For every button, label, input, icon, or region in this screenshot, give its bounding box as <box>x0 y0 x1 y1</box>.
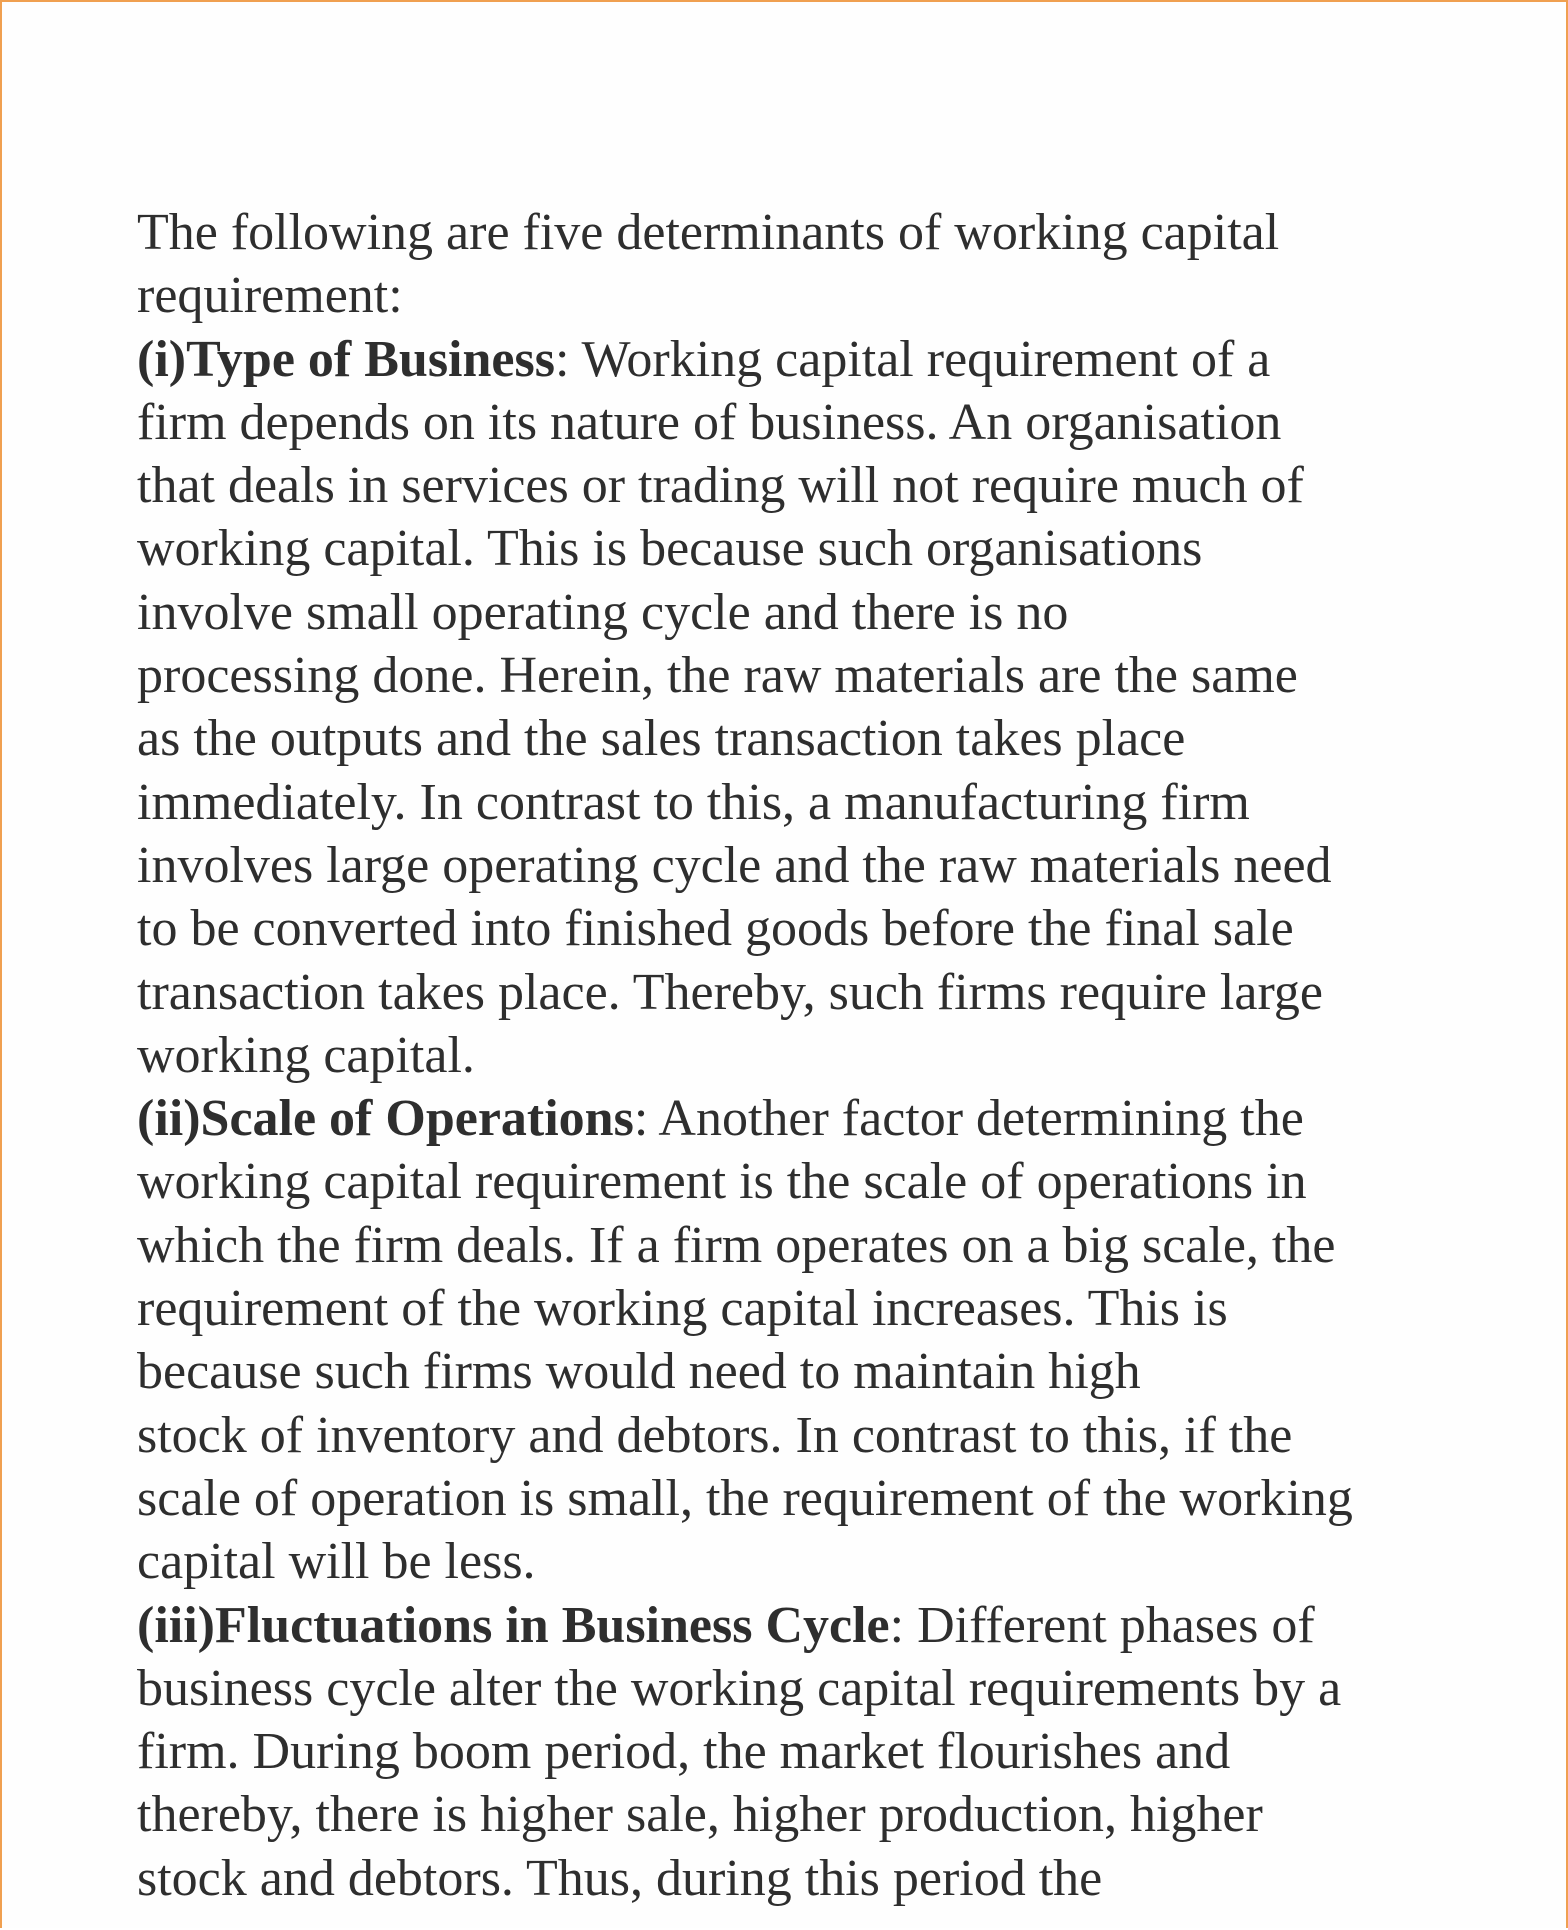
line-text: which the firm deals. If a firm operates on a big scale, the <box>137 1216 1336 1274</box>
text-line <box>137 264 1353 327</box>
text-line <box>137 1277 1353 1340</box>
line-text: involve small operating cycle and there is no <box>137 583 1069 641</box>
text-line <box>137 1847 1353 1910</box>
text-line <box>137 1657 1353 1720</box>
line-text: working capital. This is because such organisations <box>137 520 1203 578</box>
text-line <box>137 644 1353 707</box>
line-text: : Different phases of <box>889 1596 1315 1654</box>
line-text: thereby, there is higher sale, higher production, higher <box>137 1786 1263 1844</box>
line-text: that deals in services or trading will not require much of <box>137 457 1304 515</box>
text-line <box>137 581 1353 644</box>
text-line <box>137 1783 1353 1846</box>
line-text: firm depends on its nature of business. An organisation <box>137 393 1282 451</box>
section-heading-line <box>137 328 1353 391</box>
text-line <box>137 897 1353 960</box>
text-line <box>137 961 1353 1024</box>
line-text: immediately. In contrast to this, a manufacturing firm <box>137 773 1250 831</box>
section-heading: (i)Type of Business <box>137 330 555 388</box>
line-text: firm. During boom period, the market flourishes and <box>137 1723 1231 1781</box>
line-text: stock and debtors. Thus, during this period the <box>137 1849 1103 1907</box>
section-heading: (iii)Fluctuations in Business Cycle <box>137 1596 890 1654</box>
text-line <box>137 454 1353 517</box>
line-text: scale of operation is small, the requirement of the working <box>137 1469 1353 1527</box>
text-line <box>137 1404 1353 1467</box>
line-text: working capital requirement is the scale of operations in <box>137 1153 1307 1211</box>
line-text: The following are five determinants of working capital <box>137 204 1280 261</box>
text-line <box>137 1150 1353 1213</box>
line-text: because such firms would need to maintain high <box>137 1343 1141 1401</box>
line-text: as the outputs and the sales transaction takes place <box>137 710 1186 768</box>
text-line <box>137 707 1353 770</box>
section-heading: (ii)Scale of Operations <box>137 1090 634 1148</box>
text-line <box>137 1214 1353 1277</box>
text-line <box>137 1720 1353 1783</box>
line-text: transaction takes place. Thereby, such firms require large <box>137 963 1323 1021</box>
text-line <box>137 771 1353 834</box>
text-line <box>137 517 1353 580</box>
line-text: capital will be less. <box>137 1533 536 1591</box>
line-text: requirement of the working capital increases. This is <box>137 1280 1228 1338</box>
line-text: working capital. <box>137 1026 475 1084</box>
text-line <box>137 1530 1353 1593</box>
section-heading-line <box>137 1087 1353 1150</box>
section-heading-line <box>137 1594 1353 1657</box>
text-line <box>137 391 1353 454</box>
line-text: requirement: <box>137 267 403 325</box>
line-text: : Another factor determining the <box>633 1090 1304 1148</box>
line-text: involves large operating cycle and the raw materials need <box>137 836 1332 894</box>
line-text: : Working capital requirement of a <box>554 330 1271 388</box>
document-body <box>137 201 1353 1910</box>
line-text: processing done. Herein, the raw materials are the same <box>137 647 1298 705</box>
line-text: stock of inventory and debtors. In contrast to this, if the <box>137 1406 1293 1464</box>
text-line <box>137 1467 1353 1530</box>
text-line <box>137 1340 1353 1403</box>
line-text: to be converted into finished goods before the final sale <box>137 900 1294 958</box>
text-line <box>137 834 1353 897</box>
text-line <box>137 201 1353 264</box>
line-text: business cycle alter the working capital requirements by a <box>137 1659 1342 1717</box>
text-line <box>137 1024 1353 1087</box>
